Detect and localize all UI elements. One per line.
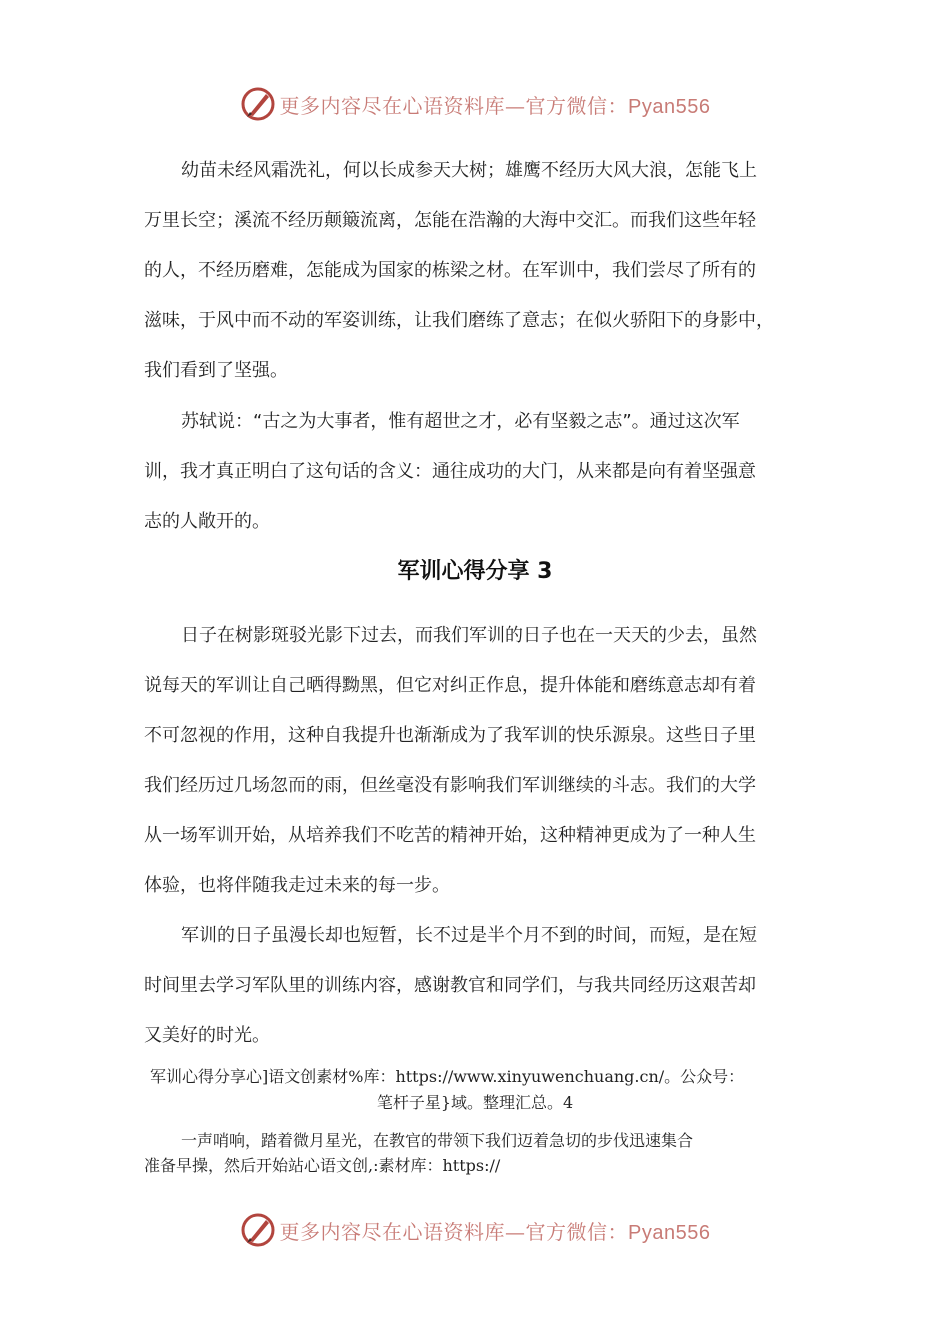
quill-logo-icon bbox=[240, 1212, 276, 1248]
source-note-line: 军训心得分享心]语文创素材%库：https://www.xinyuwenchuang.cn/。公众号： bbox=[150, 1067, 745, 1086]
text-line: 志的人敞开的。 bbox=[144, 511, 270, 532]
text-line: 的人，不经历磨难，怎能成为国家的栋梁之材。在军训中，我们尝尽了所有的 bbox=[144, 260, 756, 281]
text-line: 训，我才真正明白了这句话的含义：通往成功的大门，从来都是向有着坚强意 bbox=[144, 461, 756, 482]
text-line: 军训的日子虽漫长却也短暂，长不过是半个月不到的时间，而短，是在短 bbox=[181, 925, 757, 946]
text-line: 万里长空；溪流不经历颠簸流离，怎能在浩瀚的大海中交汇。而我们这些年轻 bbox=[144, 210, 756, 231]
header-banner bbox=[0, 82, 950, 126]
banner-text: 更多内容尽在心语资料库—官方微信：Pyan556 bbox=[279, 1219, 711, 1244]
text-line: 体验，也将伴随我走过未来的每一步。 bbox=[144, 875, 450, 896]
text-line: 日子在树影斑驳光影下过去，而我们军训的日子也在一天天的少去，虽然 bbox=[181, 625, 757, 646]
text-line: 我们经历过几场忽而的雨，但丝毫没有影响我们军训继续的斗志。我们的大学 bbox=[144, 775, 756, 796]
quill-logo-icon bbox=[240, 86, 276, 122]
text-line: 滋味，于风中而不动的军姿训练，让我们磨练了意志；在似火骄阳下的身影中， bbox=[144, 310, 774, 331]
text-line: 时间里去学习军队里的训练内容，感谢教官和同学们，与我共同经历这艰苦却 bbox=[144, 975, 756, 996]
text-line: 又美好的时光。 bbox=[144, 1025, 270, 1046]
source-note-line: 笔杆子星}域。整理汇总。4 bbox=[376, 1093, 574, 1112]
text-line: 说每天的军训让自己晒得黝黑，但它对纠正作息，提升体能和磨练意志却有着 bbox=[144, 675, 756, 696]
text-line: 苏轼说：“古之为大事者，惟有超世之才，必有坚毅之志”。通过这次军 bbox=[181, 411, 740, 432]
text-line: 幼苗未经风霜洗礼，何以长成参天大树；雄鹰不经历大风大浪，怎能飞上 bbox=[181, 160, 757, 181]
text-line: 从一场军训开始，从培养我们不吃苦的精神开始，这种精神更成为了一种人生 bbox=[144, 825, 756, 846]
text-line: 准备早操，然后开始站心语文创,:素材库：https:// bbox=[144, 1156, 501, 1175]
footer-banner bbox=[0, 1208, 950, 1252]
banner-text: 更多内容尽在心语资料库—官方微信：Pyan556 bbox=[279, 93, 711, 118]
text-line: 我们看到了坚强。 bbox=[144, 360, 288, 381]
text-line: 一声哨响，踏着微月星光，在教官的带领下我们迈着急切的步伐迅速集合 bbox=[181, 1131, 694, 1150]
text-line: 不可忽视的作用，这种自我提升也渐渐成为了我军训的快乐源泉。这些日子里 bbox=[144, 725, 756, 746]
section-heading: 军训心得分享 3 bbox=[397, 559, 553, 584]
